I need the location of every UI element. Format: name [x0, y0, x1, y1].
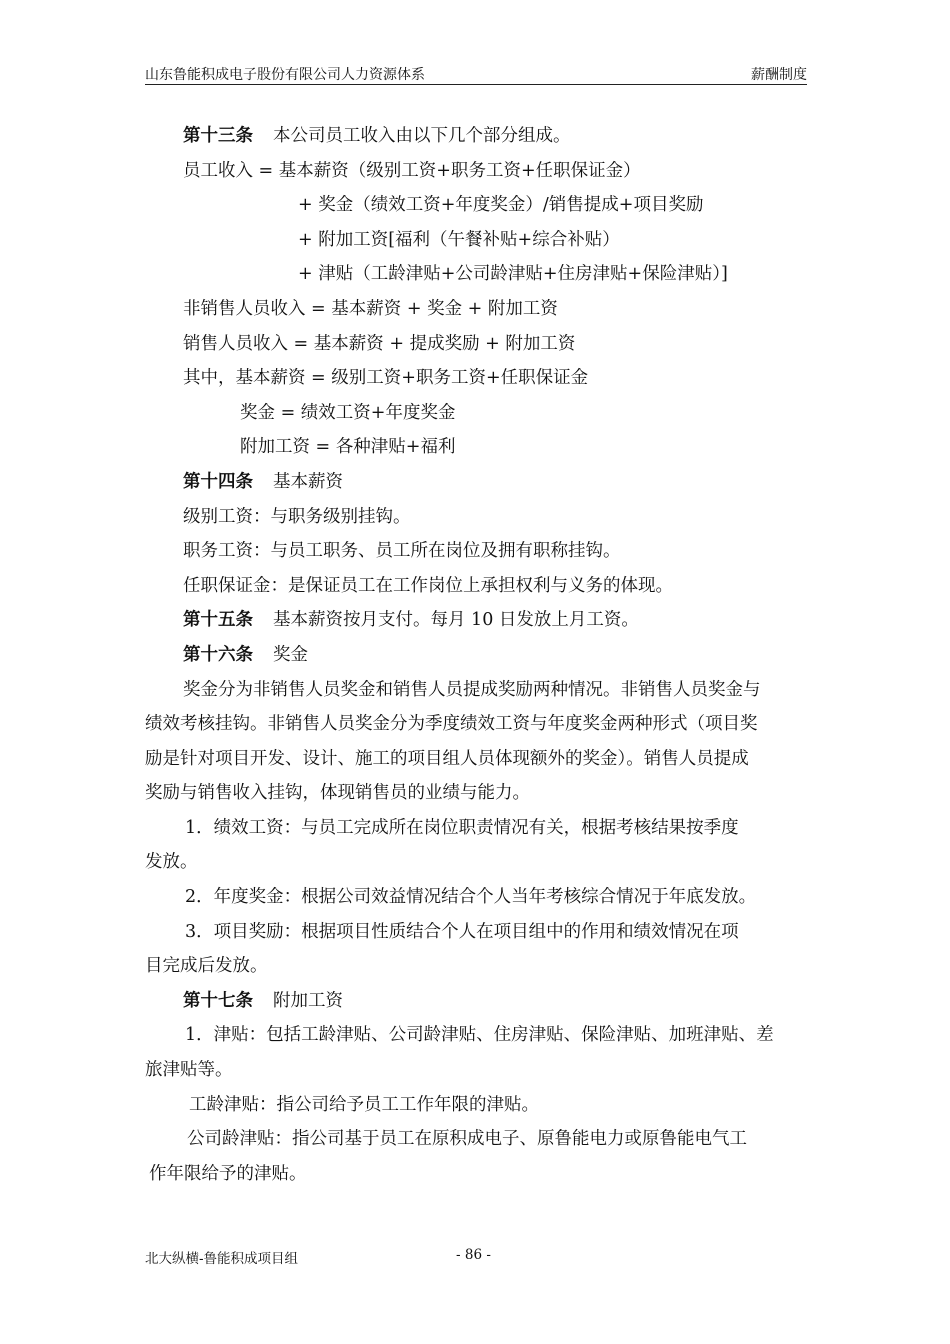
page-number: - 86 - [456, 1247, 491, 1263]
bonus-item2: 2．年度奖金：根据公司效益情况结合个人当年考核综合情况于年底发放。 [185, 887, 757, 908]
bonus-item3-line1: 3．项目奖励：根据项目性质结合个人在项目组中的作用和绩效情况在项 [185, 921, 739, 942]
allowance-line2: 旅津贴等。 [145, 1060, 233, 1081]
seniority-allowance: 工龄津贴：指公司给予员工工作年限的津贴。 [189, 1094, 539, 1115]
sales-income-formula: 销售人员收入 = 基本薪资 + 提成奖励 + 附加工资 [183, 333, 576, 354]
article-13-title: 第十三条 [183, 126, 253, 146]
income-formula-line4: + 津贴（工龄津贴+公司龄津贴+住房津贴+保险津贴）] [298, 264, 728, 285]
extra-pay-definition: 附加工资 = 各种津贴+福利 [240, 437, 456, 458]
nonsales-income-formula: 非销售人员收入 = 基本薪资 + 奖金 + 附加工资 [183, 298, 558, 319]
income-formula-line1: 员工收入 = 基本薪资（级别工资+职务工资+任职保证金） [183, 160, 641, 181]
company-age-allowance-line2: 作年限给予的津贴。 [149, 1163, 307, 1184]
header-company: 山东鲁能积成电子股份有限公司人力资源体系 [145, 67, 425, 83]
bonus-paragraph-line2: 绩效考核挂钩。非销售人员奖金分为季度绩效工资与年度奖金两种形式（项目奖 [145, 714, 758, 735]
allowance-line1: 1．津贴：包括工龄津贴、公司龄津贴、住房津贴、保险津贴、加班津贴、差 [185, 1025, 774, 1046]
income-formula-line3: + 附加工资[福利（午餐补贴+综合补贴） [298, 229, 620, 250]
article-14-title: 第十四条 [183, 471, 253, 492]
article-17-text: 附加工资 [273, 990, 343, 1011]
basic-salary-definition: 其中，基本薪资 = 级别工资+职务工资+任职保证金 [183, 368, 589, 389]
document-body [145, 119, 807, 1191]
article-16-title: 第十六条 [183, 644, 253, 665]
article-15 [145, 603, 807, 638]
article-15-title: 第十五条 [183, 610, 253, 631]
bonus-paragraph-line4: 奖励与销售收入挂钩，体现销售员的业绩与能力。 [145, 783, 530, 804]
footer-project: 北大纵横-鲁能积成项目组 [145, 1251, 299, 1267]
income-formula-line2: + 奖金（绩效工资+年度奖金）/销售提成+项目奖励 [298, 195, 704, 216]
article-14-text: 基本薪资 [273, 471, 343, 492]
article-17 [145, 984, 807, 1019]
page-header [145, 62, 807, 85]
article-14 [145, 465, 807, 500]
header-section: 薪酬制度 [751, 67, 807, 83]
bonus-item3-line2: 目完成后发放。 [145, 956, 268, 977]
bonus-item1-line1: 1．绩效工资：与员工完成所在岗位职责情况有关，根据考核结果按季度 [185, 817, 739, 838]
bonus-definition: 奖金 = 绩效工资+年度奖金 [240, 402, 456, 423]
bonus-paragraph-line1: 奖金分为非销售人员奖金和销售人员提成奖励两种情况。非销售人员奖金与 [183, 679, 761, 700]
article-17-title: 第十七条 [183, 990, 253, 1011]
company-age-allowance-line1: 公司龄津贴：指公司基于员工在原积成电子、原鲁能电力或原鲁能电气工 [187, 1129, 747, 1150]
level-wage-text: 级别工资：与职务级别挂钩。 [183, 506, 411, 527]
article-13 [145, 119, 807, 154]
guarantee-text: 任职保证金：是保证员工在工作岗位上承担权利与义务的体现。 [183, 575, 673, 596]
bonus-paragraph-line3: 励是针对项目开发、设计、施工的项目组人员体现额外的奖金）。销售人员提成 [145, 748, 749, 769]
article-15-text: 基本薪资按月支付。每月 10 日发放上月工资。 [273, 610, 639, 631]
article-16 [145, 638, 807, 673]
article-16-text: 奖金 [273, 644, 308, 665]
article-13-text: 本公司员工收入由以下几个部分组成。 [273, 126, 571, 146]
bonus-item1-line2: 发放。 [145, 852, 198, 873]
duty-wage-text: 职务工资：与员工职务、员工所在岗位及拥有职称挂钩。 [183, 541, 621, 562]
